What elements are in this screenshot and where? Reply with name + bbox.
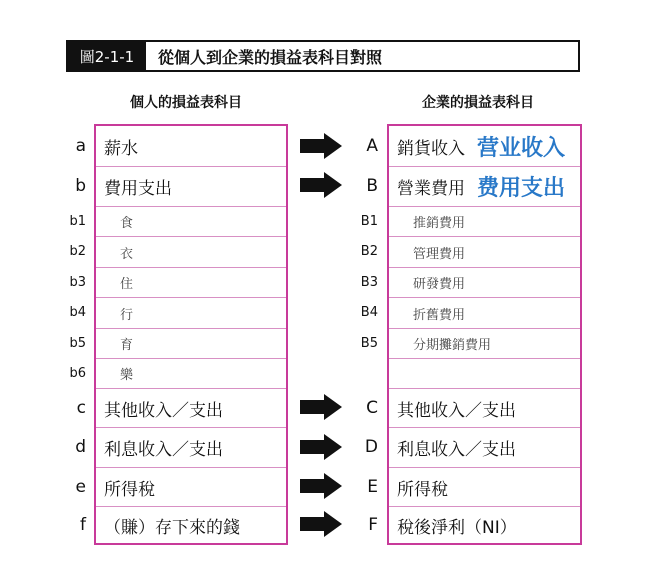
left-row-b4: [96, 297, 286, 328]
figure-label: 圖2-1-1: [68, 42, 146, 70]
left-row-text: 利息收入／支出: [104, 440, 223, 460]
left-code-e: e: [75, 476, 86, 497]
left-row-text: 衣: [120, 246, 134, 262]
left-row-c: [96, 388, 286, 427]
right-row-B1: [389, 206, 580, 236]
left-code-b: b: [75, 176, 86, 196]
right-row-B5: [389, 328, 580, 358]
left-row-text: 食: [120, 216, 134, 231]
left-code-b1: b1: [69, 213, 86, 229]
left-code-b2: b2: [69, 244, 86, 259]
right-row-text: 稅後淨利（NI）: [397, 517, 517, 538]
right-row-text: 分期攤銷費用: [413, 338, 492, 353]
left-code-b3: b3: [69, 274, 86, 290]
right-row-text: 推銷費用: [413, 216, 466, 231]
left-code-f: f: [80, 514, 86, 535]
arrow-right-icon: [300, 172, 342, 198]
left-row-b5: [96, 328, 286, 358]
left-row-d: [96, 427, 286, 467]
left-row-b: [96, 166, 286, 206]
right-code-B5: B5: [360, 335, 378, 351]
right-code-A: A: [366, 136, 378, 156]
right-code-B2: B2: [360, 244, 378, 259]
left-row-text: 其他收入／支出: [104, 400, 223, 421]
left-code-b4: b4: [69, 305, 86, 320]
left-row-text: （賺）存下來的錢: [104, 517, 240, 538]
left-row-b1: [96, 206, 286, 236]
right-row-text: 管理費用: [413, 246, 466, 262]
right-row-text: 利息收入／支出: [397, 440, 516, 460]
left-row-e: [96, 467, 286, 506]
right-row-text: 營業費用: [397, 179, 465, 199]
right-row-A: [389, 126, 580, 166]
left-code-b6: b6: [69, 365, 86, 381]
right-row-text: 研發費用: [413, 277, 466, 292]
revenue-tag: 营业收入: [477, 135, 566, 161]
left-code-c: c: [76, 397, 86, 418]
left-code-d: d: [75, 437, 86, 457]
company-income-statement-table: [387, 124, 582, 545]
right-code-B4: B4: [360, 305, 378, 320]
left-row-f: [96, 506, 286, 543]
right-row-B3: [389, 267, 580, 297]
right-row-D: [389, 427, 580, 467]
right-row-text: 銷貨收入: [397, 138, 465, 159]
left-row-text: 薪水: [104, 138, 138, 159]
left-row-text: 住: [120, 277, 134, 292]
left-column-header: 個人的損益表科目: [130, 95, 242, 111]
right-row-text: 折舊費用: [413, 307, 466, 323]
arrow-right-icon: [300, 511, 342, 537]
left-code-a: a: [75, 136, 86, 156]
right-row-F: [389, 506, 580, 543]
left-row-b2: [96, 236, 286, 267]
right-row-E: [389, 467, 580, 506]
left-row-text: 費用支出: [104, 179, 172, 199]
right-row-empty: [389, 358, 580, 388]
arrow-right-icon: [300, 394, 342, 420]
right-row-C: [389, 388, 580, 427]
left-code-b5: b5: [69, 335, 86, 351]
figure-title: 從個人到企業的損益表科目對照: [158, 47, 383, 67]
right-code-D: D: [364, 437, 378, 457]
left-row-b6: [96, 358, 286, 388]
right-row-text: 其他收入／支出: [397, 400, 516, 421]
left-row-a: [96, 126, 286, 166]
right-code-B3: B3: [360, 274, 378, 290]
arrow-right-icon: [300, 133, 342, 159]
left-row-text: 育: [120, 338, 134, 353]
left-row-b3: [96, 267, 286, 297]
expense-tag: 费用支出: [477, 176, 566, 201]
left-row-text: 樂: [120, 368, 134, 383]
right-row-text: 所得稅: [397, 479, 448, 500]
right-row-B4: [389, 297, 580, 328]
arrow-right-icon: [300, 434, 342, 460]
right-row-B: [389, 166, 580, 206]
right-row-B2: [389, 236, 580, 267]
right-code-B1: B1: [360, 213, 378, 229]
right-code-C: C: [366, 397, 378, 418]
arrow-right-icon: [300, 473, 342, 499]
right-code-F: F: [368, 514, 378, 535]
right-code-E: E: [367, 476, 378, 497]
personal-income-statement-table: [94, 124, 288, 545]
figure-title-box: [66, 40, 580, 72]
left-row-text: 所得稅: [104, 479, 155, 500]
right-code-B: B: [366, 176, 378, 196]
left-row-text: 行: [120, 307, 134, 323]
right-column-header: 企業的損益表科目: [422, 95, 534, 111]
